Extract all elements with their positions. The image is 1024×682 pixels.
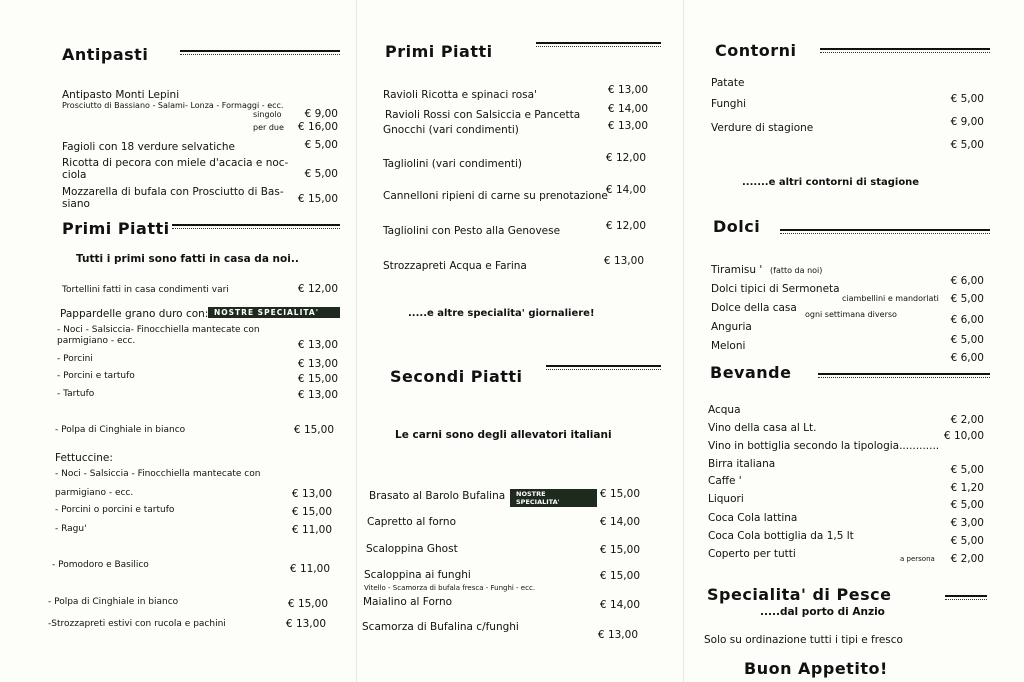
menu-item-price: € 14,00: [599, 516, 640, 528]
section-subtitle: .....dal porto di Anzio: [760, 606, 885, 618]
menu-item-price: € 13,00: [285, 618, 326, 630]
section-footer: .....e altre specialita' giornaliere!: [408, 308, 595, 319]
menu-item-name: Meloni: [711, 340, 746, 352]
menu-item-name: Ravioli Rossi con Salsiccia e Pancetta: [385, 109, 581, 121]
menu-item-name: Ricotta di pecora con miele d'acacia e noc-: [62, 157, 289, 169]
menu-item-name: Coperto per tutti: [708, 548, 796, 560]
menu-item-price: € 2,00: [950, 414, 984, 426]
menu-item-name: Coca Cola bottiglia da 1,5 lt: [708, 530, 854, 542]
title-rule: [536, 42, 661, 47]
menu-item-price: € 13,00: [297, 358, 338, 370]
menu-item-option: per due: [253, 123, 284, 132]
menu-item-name: Brasato al Barolo Bufalina: [369, 490, 506, 502]
menu-item-name: Birra italiana: [708, 458, 776, 470]
menu-item-name: Dolci tipici di Sermoneta: [711, 283, 840, 295]
menu-item-name: Acqua: [708, 404, 741, 416]
section-title-antipasti: Antipasti: [62, 45, 149, 64]
menu-item-name: ciola: [62, 169, 87, 181]
menu-item-price: € 1,20: [950, 482, 984, 494]
menu-item-price: € 5,00: [950, 293, 984, 305]
menu-item-name: Scaloppina ai funghi: [364, 569, 471, 581]
section-title-primi-2: Primi Piatti: [385, 42, 493, 61]
menu-item-name: siano: [62, 198, 90, 210]
menu-item-name: - Polpa di Cinghiale in bianco: [48, 597, 179, 607]
menu-item-price: € 13,00: [297, 389, 338, 401]
menu-item-price: € 2,00: [950, 553, 984, 565]
menu-item-desc: Prosciutto di Bassiano - Salami- Lonza - Formaggi - ecc.: [62, 101, 284, 110]
closing-text: Buon Appetito!: [744, 659, 888, 678]
menu-item-desc: a persona: [900, 555, 935, 563]
menu-item-name: parmigiano - ecc.: [55, 488, 134, 498]
menu-item-price: € 5,00: [950, 535, 984, 547]
menu-item-name: Coca Cola lattina: [708, 512, 798, 524]
menu-item-name: Vino in bottiglia secondo la tipologia............: [708, 440, 940, 452]
specialty-badge: NOSTRE SPECIALITA': [510, 489, 597, 507]
page-fold: [683, 0, 684, 682]
menu-item-name: Dolce della casa: [711, 302, 797, 314]
menu-item-price: € 9,00: [950, 116, 984, 128]
menu-item-name: Fagioli con 18 verdure selvatiche: [62, 141, 236, 153]
menu-item-name: Tagliolini (vari condimenti): [383, 158, 523, 170]
menu-item-price: € 12,00: [605, 220, 646, 232]
menu-item-name: Verdure di stagione: [711, 122, 814, 134]
menu-item-name: Antipasto Monti Lepini: [62, 89, 180, 101]
menu-item-price: € 5,00: [304, 139, 338, 151]
menu-item-price: € 15,00: [291, 506, 332, 518]
menu-item-price: € 13,00: [603, 255, 644, 267]
title-rule: [180, 50, 340, 55]
menu-item-price: € 13,00: [291, 488, 332, 500]
specialty-badge: NOSTRE SPECIALITA': [208, 307, 340, 318]
menu-item-name: Cannelloni ripieni di carne su prenotazione: [383, 190, 608, 202]
menu-item-name: Vino della casa al Lt.: [708, 422, 817, 434]
menu-item-name: Anguria: [711, 321, 752, 333]
menu-item-name: Gnocchi (vari condimenti): [383, 124, 519, 136]
title-rule: [172, 224, 340, 229]
title-rule: [945, 595, 987, 600]
menu-item-desc: Vitello - Scamorza di bufala fresca - Funghi - ecc.: [364, 584, 536, 592]
title-rule: [818, 373, 990, 378]
menu-item-price: € 12,00: [297, 283, 338, 295]
menu-item-name: Strozzapreti Acqua e Farina: [383, 260, 527, 272]
menu-item-price: € 5,00: [304, 168, 338, 180]
menu-item-name: Caffe ': [708, 475, 742, 487]
section-title-secondi: Secondi Piatti: [390, 367, 523, 386]
menu-item-price: € 15,00: [297, 193, 338, 205]
menu-item-price: € 3,00: [950, 517, 984, 529]
menu-item-price: € 10,00: [943, 430, 984, 442]
menu-item-price: € 5,00: [950, 499, 984, 511]
section-title-bevande: Bevande: [710, 363, 792, 382]
menu-item-name: Capretto al forno: [367, 516, 456, 528]
section-title-primi: Primi Piatti: [62, 219, 170, 238]
menu-item-name: - Porcini: [57, 354, 93, 364]
menu-item-desc: ciambellini e mandorlati: [842, 294, 939, 303]
title-rule: [820, 48, 990, 53]
menu-item-name: Ravioli Ricotta e spinaci rosa': [383, 89, 537, 101]
menu-item-name: parmigiano - ecc.: [57, 336, 136, 346]
menu-item-price: € 5,00: [950, 139, 984, 151]
menu-item-price: € 13,00: [607, 84, 648, 96]
menu-item-desc: ogni settimana diverso: [805, 310, 897, 319]
menu-item-price: € 15,00: [287, 598, 328, 610]
title-rule: [780, 229, 990, 234]
menu-item-price: € 11,00: [289, 563, 330, 575]
menu-item-price: € 6,00: [950, 275, 984, 287]
menu-item-name: - Tartufo: [57, 389, 95, 399]
menu-item-price: € 5,00: [950, 464, 984, 476]
menu-item-name: Fettuccine:: [55, 452, 113, 464]
menu-item-price: € 5,00: [950, 93, 984, 105]
menu-item-name: - Noci - Salsiccia - Finocchiella mantecate con: [55, 469, 261, 479]
menu-item-price: € 15,00: [599, 544, 640, 556]
title-rule: [546, 365, 661, 370]
section-title-dolci: Dolci: [713, 217, 761, 236]
menu-item-name: Tagliolini con Pesto alla Genovese: [383, 225, 561, 237]
menu-item-price: € 14,00: [607, 103, 648, 115]
menu-item-name: Scamorza di Bufalina c/funghi: [362, 621, 519, 633]
menu-item-price: € 9,00: [304, 108, 338, 120]
menu-item-price: € 15,00: [297, 373, 338, 385]
section-note: Solo su ordinazione tutti i tipi e fresco: [704, 634, 903, 646]
menu-item-name: -Strozzapreti estivi con rucola e pachini: [48, 619, 226, 629]
section-title-pesce: Specialita' di Pesce: [707, 585, 892, 604]
menu-item-name: Liquori: [708, 493, 744, 505]
menu-item-price: € 11,00: [291, 524, 332, 536]
menu-item-name: Mozzarella di bufala con Prosciutto di Bas-: [62, 186, 284, 198]
menu-item-name: Funghi: [711, 98, 747, 110]
menu-item-name: - Polpa di Cinghiale in bianco: [55, 425, 186, 435]
menu-item-price: € 5,00: [950, 334, 984, 346]
menu-item-name: Scaloppina Ghost: [366, 543, 458, 555]
section-note: Tutti i primi sono fatti in casa da noi..: [76, 253, 299, 265]
menu-item-name: - Noci - Salsiccia- Finocchiella mantecate con: [57, 325, 260, 335]
menu-item-price: € 6,00: [950, 352, 984, 364]
menu-item-price: € 13,00: [607, 120, 648, 132]
menu-item-price: € 13,00: [297, 339, 338, 351]
menu-item-price: € 12,00: [605, 152, 646, 164]
section-title-contorni: Contorni: [715, 41, 797, 60]
menu-item-option: singolo: [253, 110, 282, 119]
menu-item-name: - Porcini o porcini e tartufo: [55, 505, 175, 515]
menu-item-price: € 15,00: [599, 488, 640, 500]
menu-item-price: € 14,00: [605, 184, 646, 196]
section-footer: .......e altri contorni di stagione: [742, 177, 920, 188]
page-fold: [356, 0, 357, 682]
menu-item-desc: (fatto da noi): [770, 266, 823, 275]
menu-item-name: Tiramisu ': [711, 264, 763, 276]
menu-item-name: Tortellini fatti in casa condimenti vari: [62, 285, 229, 295]
section-note: Le carni sono degli allevatori italiani: [395, 429, 612, 441]
menu-item-price: € 16,00: [297, 121, 338, 133]
menu-item-price: € 13,00: [597, 629, 638, 641]
menu-item-price: € 15,00: [293, 424, 334, 436]
menu-item-name: - Pomodoro e Basilico: [52, 560, 149, 570]
menu-item-name: Patate: [711, 77, 745, 89]
menu-item-price: € 15,00: [599, 570, 640, 582]
menu-item-name: - Porcini e tartufo: [57, 371, 135, 381]
menu-item-name: - Ragu': [55, 524, 87, 534]
menu-item-price: € 6,00: [950, 314, 984, 326]
menu-item-name: Pappardelle grano duro con:: [60, 308, 209, 320]
menu-item-price: € 14,00: [599, 599, 640, 611]
menu-item-name: Maialino al Forno: [363, 596, 453, 608]
